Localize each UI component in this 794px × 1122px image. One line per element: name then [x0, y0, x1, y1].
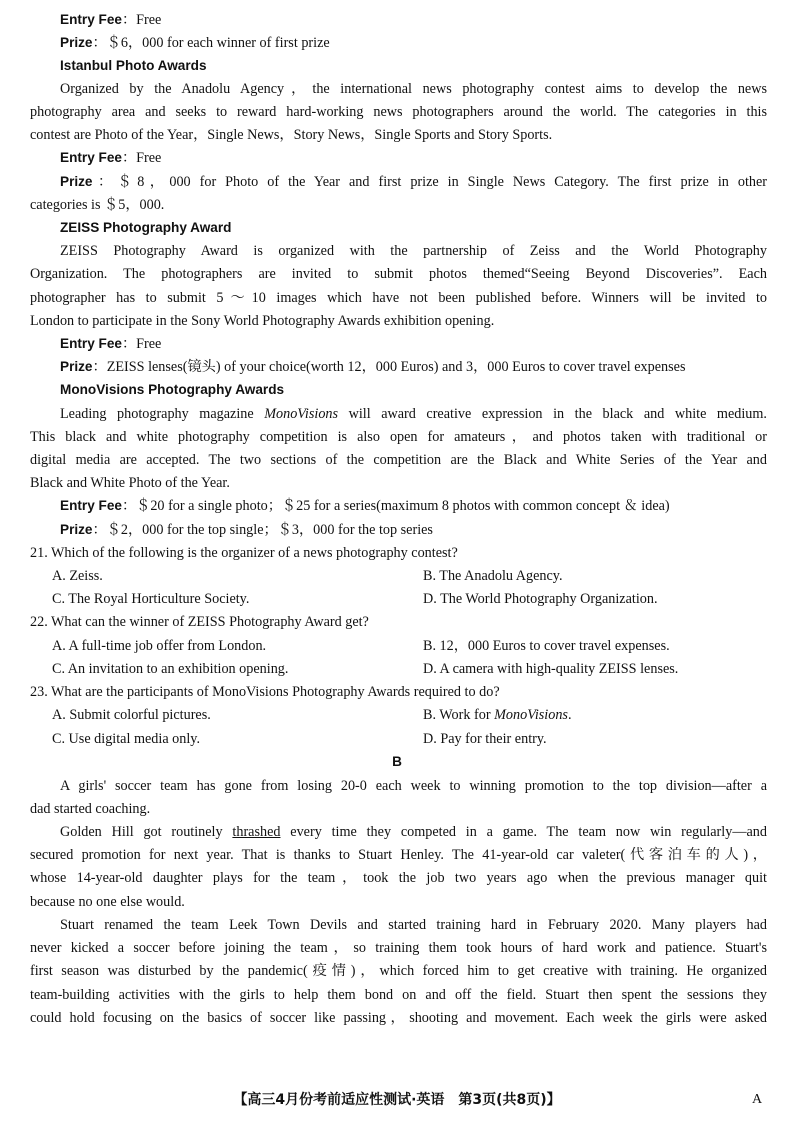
- magazine-name: MonoVisions: [264, 406, 339, 422]
- istanbul-para-line-1: Organized by the Anadolu Agency，the international news photography contest aims to develop the news: [60, 81, 767, 97]
- istanbul-prize-line-1: [60, 172, 767, 192]
- zeiss-para-line-4: London to participate in the Sony World Photography Awards exhibition opening.: [30, 313, 495, 329]
- prize-value: ：＄8，000 for Photo of the Year and first prize in Single News Category. The first prize in other: [92, 174, 767, 190]
- question-21-option-b: B. The Anadolu Agency.: [423, 568, 563, 584]
- entry-fee-label: Entry Fee: [60, 150, 122, 165]
- question-22-option-a: A. A full-time job offer from London.: [52, 638, 267, 654]
- istanbul-para-line-2: photography area and seeks to reward hard-working news photographers around the world. The categories in this: [30, 104, 767, 120]
- question-21-option-c: C. The Royal Horticulture Society.: [52, 591, 250, 607]
- prize-label: Prize: [60, 35, 93, 50]
- section-b-p3-line-3: first season was disturbed by the pandemic(疫情)，which forced him to get creative with training. He organized: [30, 963, 767, 979]
- prize-value: ：ZEISS lenses(镜头) of your choice(worth 12，000 Euros) and 3，000 Euros to cover travel expenses: [92, 359, 686, 375]
- text-run: .: [567, 707, 572, 723]
- question-23-stem: 23. What are the participants of MonoVisions Photography Awards required to do?: [30, 684, 500, 700]
- monovisions-title: MonoVisions Photography Awards: [60, 382, 285, 397]
- monovisions-para-line-1: [60, 404, 767, 424]
- question-23-option-b: [423, 705, 571, 725]
- question-21-option-a: A. Zeiss.: [52, 568, 103, 584]
- zeiss-para-line-3: photographer has to submit 5～10 images which have not been published before. Winners will be invited to: [30, 290, 767, 306]
- prize-line: [60, 33, 767, 53]
- section-b-heading: B: [392, 754, 402, 769]
- section-b-p2-line-1: [60, 822, 767, 842]
- monovisions-entry-fee: [60, 496, 767, 516]
- section-b-p1-line-2: dad started coaching.: [30, 801, 151, 817]
- section-b-p1-line-1: A girls' soccer team has gone from losing 20-0 each week to winning promotion to the top division—after a: [60, 778, 767, 794]
- question-22-option-b: B. 12，000 Euros to cover travel expenses.: [423, 638, 670, 654]
- entry-fee-value: ：＄20 for a single photo；＄25 for a series(maximum 8 photos with common concept ＆ idea): [121, 498, 670, 514]
- entry-fee-label: Entry Fee: [60, 336, 122, 351]
- question-23-option-d: D. Pay for their entry.: [423, 731, 547, 747]
- underlined-word: thrashed: [232, 824, 281, 840]
- section-b-p2-line-2: secured promotion for next year. That is thanks to Stuart Henley. The 41-year-old car valeter(代客泊车的人)，: [30, 847, 767, 863]
- entry-fee-value: ：Free: [121, 336, 162, 352]
- entry-fee-line: [60, 10, 767, 30]
- zeiss-title: ZEISS Photography Award: [60, 220, 232, 235]
- question-23-option-c: C. Use digital media only.: [52, 731, 201, 747]
- question-23-option-a: A. Submit colorful pictures.: [52, 707, 211, 723]
- prize-value: ：＄2，000 for the top single；＄3，000 for the top series: [92, 522, 433, 538]
- entry-fee-label: Entry Fee: [60, 498, 122, 513]
- prize-label: Prize: [60, 174, 93, 189]
- section-b-p2-line-3: whose 14-year-old daughter plays for the team，took the job two years ago when the previous manager quit: [30, 870, 767, 886]
- section-b-p3-line-4: team-building activities with the girls to help them bond on and off the field. Stuart then spent the sessions they: [30, 987, 767, 1003]
- monovisions-para-line-2: This black and white photography competition is also open for amateurs，and photos taken with traditional or: [30, 429, 767, 445]
- istanbul-para-line-3: contest are Photo of the Year，Single News，Story News，Single Sports and Story Sports.: [30, 127, 553, 143]
- monovisions-prize: [60, 520, 767, 540]
- text-run: Leading photography magazine: [60, 406, 265, 422]
- text-run: will award creative expression in the black and white medium.: [338, 406, 767, 422]
- zeiss-prize: [60, 357, 767, 377]
- question-21-option-d: D. The World Photography Organization.: [423, 591, 658, 607]
- zeiss-para-line-1: ZEISS Photography Award is organized with the partnership of Zeiss and the World Photography: [60, 243, 767, 259]
- page-footer: 【高三4月份考前适应性测试·英语 第3页(共8页)】: [233, 1092, 561, 1108]
- section-b-p3-line-1: Stuart renamed the team Leek Town Devils and started training hard in February 2020. Many players had: [60, 917, 767, 933]
- question-21-stem: 21. Which of the following is the organizer of a news photography contest?: [30, 545, 458, 561]
- istanbul-entry-fee: [60, 148, 767, 168]
- istanbul-prize-line-2: categories is ＄5，000.: [30, 197, 165, 213]
- magazine-name: MonoVisions: [494, 707, 568, 723]
- paper-version-letter: A: [752, 1092, 763, 1107]
- entry-fee-value: ：Free: [121, 12, 162, 28]
- entry-fee-label: Entry Fee: [60, 12, 122, 27]
- section-b-p3-line-2: never kicked a soccer before joining the team，so training them took hours of hard work and patience. Stuart's: [30, 940, 767, 956]
- question-22-option-c: C. An invitation to an exhibition opening.: [52, 661, 289, 677]
- question-22-option-d: D. A camera with high-quality ZEISS lenses.: [423, 661, 679, 677]
- istanbul-title: Istanbul Photo Awards: [60, 58, 207, 73]
- prize-value: ：＄6，000 for each winner of first prize: [92, 35, 330, 51]
- monovisions-para-line-4: Black and White Photo of the Year.: [30, 475, 230, 491]
- zeiss-para-line-2: Organization. The photographers are invited to submit photos themed“Seeing Beyond Discoveries”. Each: [30, 266, 767, 282]
- text-run: Golden Hill got routinely: [60, 824, 233, 840]
- section-b-p3-line-5: could hold focusing on the basics of soccer like passing，shooting and movement. Each week the girls were asked: [30, 1010, 767, 1026]
- section-b-p2-line-4: because no one else would.: [30, 894, 185, 910]
- monovisions-para-line-3: digital media are accepted. The two sections of the competition are the Black and White Series of the Year and: [30, 452, 767, 468]
- zeiss-entry-fee: [60, 334, 767, 354]
- question-22-stem: 22. What can the winner of ZEISS Photography Award get?: [30, 614, 369, 630]
- text-run: every time they competed in a game. The team now win regularly—and: [280, 824, 767, 840]
- prize-label: Prize: [60, 522, 93, 537]
- text-run: B. Work for: [423, 707, 495, 723]
- prize-label: Prize: [60, 359, 93, 374]
- entry-fee-value: ：Free: [121, 150, 162, 166]
